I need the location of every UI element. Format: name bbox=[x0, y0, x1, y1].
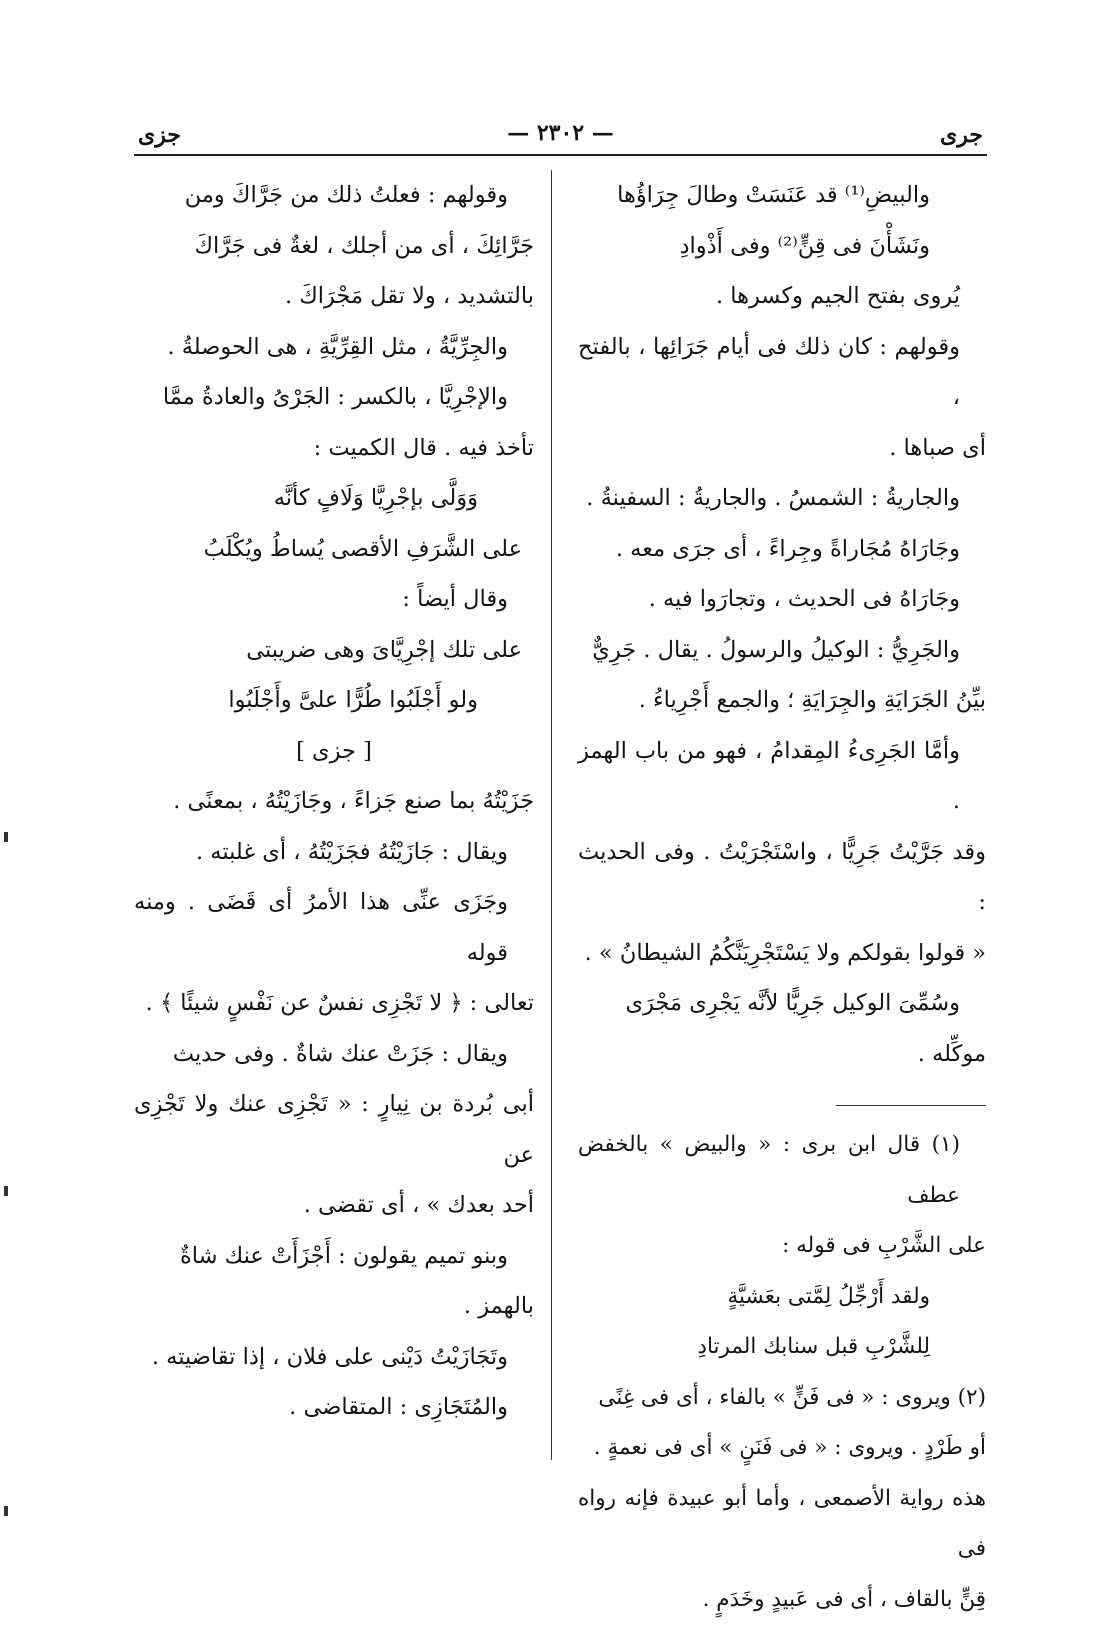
text-line: وبنو تميم يقولون : أَجْزَأَتْ عنك شاةٌ bbox=[134, 1231, 534, 1282]
footnote-line: على الشَّرْبِ فى قوله : bbox=[578, 1221, 986, 1272]
text-line: والجِرِّيَّةُ ، مثل القِرِّيَّةِ ، هى الحوصلةُ . bbox=[134, 322, 534, 373]
verse-line: وَوَلَّى بإجْرِيَّا وَلَافٍ كأنَّه bbox=[134, 473, 534, 524]
footnote-line: (٢) ويروى : « فى فَنٍّ » بالفاء ، أى فى غِنًى bbox=[578, 1373, 986, 1424]
footnote-line: قِنٍّ بالقاف ، أى فى عَبيدٍ وخَدَمٍ . bbox=[578, 1575, 986, 1625]
running-head bbox=[134, 118, 987, 154]
text-line: والمُتَجَازِى : المتقاضى . bbox=[134, 1382, 534, 1433]
text-line: أى صباها . bbox=[578, 423, 986, 474]
page-number: — ٢٣٠٢ — bbox=[134, 120, 987, 146]
text-line: ويقال : جَزَتْ عنك شاةٌ . وفى حديث bbox=[134, 1029, 534, 1080]
footnote-line: (١) قال ابن برى : « والبيض » بالخفض عطف bbox=[578, 1120, 986, 1221]
text-line: جَزَيْتُهُ بما صنع جَزاءً ، وجَازَيْتُهُ ، بمعنًى . bbox=[134, 776, 534, 827]
text-line: يُروى بفتح الجيم وكسرها . bbox=[578, 271, 986, 322]
verse-line: على تلك إجْرِيَّاىَ وهى ضريبتى bbox=[134, 625, 534, 676]
scan-margin-mark bbox=[4, 832, 8, 842]
text-line: جَرَّائِكَ ، أى من أجلك ، لغةٌ فى جَرَّاكَ bbox=[134, 221, 534, 272]
column-divider bbox=[551, 170, 552, 1460]
text-line: وجَزَى عنِّى هذا الأمرُ أى قَضَى . ومنه قوله bbox=[134, 877, 534, 978]
text-line: وجَارَاهُ فى الحديث ، وتجارَوا فيه . bbox=[578, 574, 986, 625]
footnote-line: هذه رواية الأصمعى ، وأما أبو عبيدة فإنه رواه فى bbox=[578, 1474, 986, 1575]
right-column bbox=[578, 170, 986, 1625]
left-column bbox=[134, 170, 534, 1433]
text-line: وسُمِّىَ الوكيل جَرِيًّا لأنَّه يَجْرِى مَجْرَى bbox=[578, 978, 986, 1029]
verse-line: والبيضِ⁽¹⁾ قد عَنَسَتْ وطالَ جِرَاؤُها bbox=[578, 170, 986, 221]
verse-line: ونَشَأْنَ فى قِنٍّ⁽²⁾ وفى أَذْوادِ bbox=[578, 221, 986, 272]
scan-margin-mark bbox=[4, 1186, 8, 1196]
entry-heading: [ جزى ] bbox=[134, 726, 534, 777]
scan-margin-mark bbox=[4, 1506, 8, 1516]
text-line: بالتشديد ، ولا تقل مَجْرَاكَ . bbox=[134, 271, 534, 322]
footnote-rule bbox=[836, 1105, 986, 1106]
text-line: أحد بعدك » ، أى تقضى . bbox=[134, 1180, 534, 1231]
footnote-line: أو طَرْدٍ . ويروى : « فى فَنَنٍ » أى فى نعمةٍ . bbox=[578, 1423, 986, 1474]
text-line: وأمَّا الجَرِىءُ المِقدامُ ، فهو من باب الهمز . bbox=[578, 726, 986, 827]
text-line: تعالى : ﴿ لا تَجْزِى نفسٌ عن نَفْسٍ شيئًا ﴾ . bbox=[134, 978, 534, 1029]
text-line: « قولوا بقولكم ولا يَسْتَجْرِيَنَّكُمُ الشيطانُ » . bbox=[578, 928, 986, 979]
text-line: موكِّله . bbox=[578, 1029, 986, 1080]
text-line: تأخذ فيه . قال الكميت : bbox=[134, 423, 534, 474]
text-line: أبى بُردة بن نِيارٍ : « تَجْزِى عنك ولا تَجْزِى عن bbox=[134, 1079, 534, 1180]
text-line: وجَارَاهُ مُجَاراةً وجِراءً ، أى جرَى معه . bbox=[578, 524, 986, 575]
text-line: وقولهم : كان ذلك فى أيام جَرَائِها ، بالفتح ، bbox=[578, 322, 986, 423]
header-rule bbox=[134, 154, 987, 156]
text-line: وقال أيضاً : bbox=[134, 574, 534, 625]
text-line: والجاريةُ : الشمسُ . والجاريةُ : السفينةُ . bbox=[578, 473, 986, 524]
text-line: وقد جَرَّيْتُ جَرِيًّا ، واسْتَجْرَيْتُ . وفى الحديث : bbox=[578, 827, 986, 928]
text-line: ويقال : جَازَيْتُهُ فجَزَيْتُهُ ، أى غلبته . bbox=[134, 827, 534, 878]
text-line: وتَجَازَيْتُ دَيْنى على فلان ، إذا تقاضيته . bbox=[134, 1332, 534, 1383]
header-entry-left: جزى bbox=[138, 122, 181, 148]
verse-line: على الشَّرَفِ الأقصى يُساطُ ويُكْلَبُ bbox=[134, 524, 534, 575]
footnote-verse-line: ولقد أَرْجِّلُ لِمَّتى بعَشيَّةٍ bbox=[578, 1272, 986, 1323]
text-line: وقولهم : فعلتُ ذلك من جَرَّاكَ ومن bbox=[134, 170, 534, 221]
text-line: بيِّنُ الجَرَايَةِ والجِرَايَةِ ؛ والجمع أَجْرِياءُ . bbox=[578, 675, 986, 726]
text-line: بالهمز . bbox=[134, 1281, 534, 1332]
footnote-verse-line: لِلشَّرْبِ قبل سنابك المرتادِ bbox=[578, 1322, 986, 1373]
text-line: والجَرِيُّ : الوكيلُ والرسولُ . يقال . جَرِيٌّ bbox=[578, 625, 986, 676]
header-entry-right: جرى bbox=[940, 122, 983, 148]
text-line: والإجْرِيَّا ، بالكسر : الجَرْىُ والعادةُ ممَّا bbox=[134, 372, 534, 423]
verse-line: ولو أَجْلَبُوا طُرًّا علىَّ وأَجْلَبُوا bbox=[134, 675, 534, 726]
